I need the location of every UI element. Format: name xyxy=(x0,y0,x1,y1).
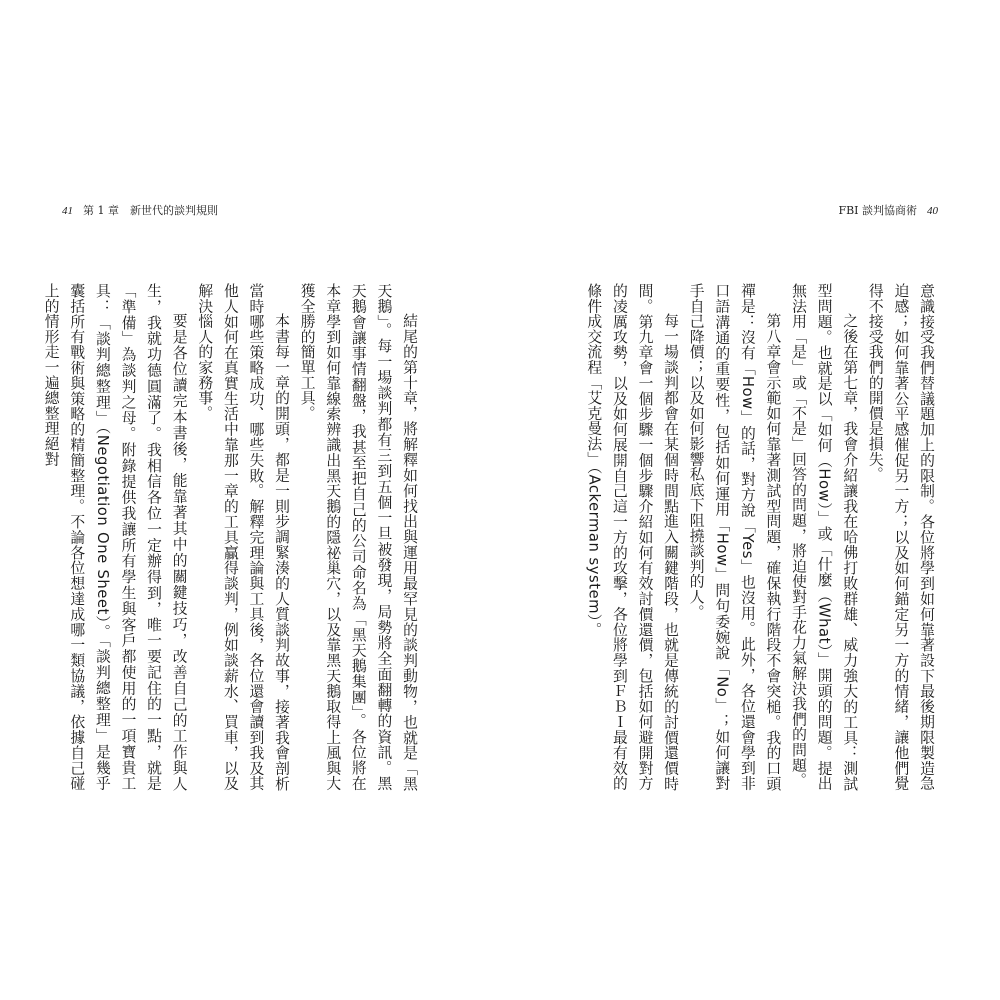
right-paragraph-3: 第八章會示範如何靠著測試型問題，確保執行階段不會突槌。我的口頭禪是：沒有「How」的話，對方說「Yes」也沒用。此外，各位還會學到非口語溝通的重要性，包括如何運用「How」問句委婉說「No」；如何讓對手自己降價；以及如何影響私底下阻撓談判的人。 xyxy=(687,283,782,791)
right-page-body xyxy=(587,283,939,791)
right-paragraph-2: 之後在第七章，我會介紹讓我在哈佛打敗群雄、威力強大的工具：測試型問題。也就是以「如何（How）」或「什麼（What）」開頭的問題。提出無法用「是」或「不是」回答的問題，將迫使對手花力氣解決我們的問題。 xyxy=(790,283,859,791)
right-page-number: 40 xyxy=(927,205,938,217)
right-paragraph-1: 意識接受我們替議題加上的限制。各位將學到如何靠著設下最後期限製造急迫感；如何靠著公平感催促另一方；以及如何錨定另一方的情緒，讓他們覺得不接受我們的開價是損失。 xyxy=(866,283,935,791)
left-page-number: 41 xyxy=(62,205,73,217)
right-book-title: FBI 談判協商術 xyxy=(838,204,917,217)
page-gutter xyxy=(499,0,500,1000)
left-chapter-title: 第 1 章 新世代的談判規則 xyxy=(83,204,218,217)
right-paragraph-4: 每一場談判都會在某個時間點進入關鍵階段，也就是傳統的討價還價時間。第九章會一個步驟一個步驟介紹如何有效討價還價，包括如何避開對方的凌厲攻勢，以及如何展開自己這一方的攻擊，各位將學到ＦＢＩ最有效的條件成交流程「艾克曼法」（Ackerman system）。 xyxy=(585,283,680,791)
left-paragraph-2: 本書每一章的開頭，都是一則步調緊湊的人質談判故事，接著我會剖析當時哪些策略成功、哪些失敗。解釋完理論與工具後，各位還會讀到我及其他人如何在真實生活中靠那一章的工具贏得談判，例如談薪水、買車，以及解決惱人的家務事。 xyxy=(196,283,291,791)
right-page-header xyxy=(838,204,938,218)
left-page-header xyxy=(62,204,218,218)
left-paragraph-1: 結尾的第十章，將解釋如何找出與運用最罕見的談判動物，也就是「黑天鵝」。每一場談判都有三到五個一旦被發現，局勢將全面翻轉的資訊。黑天鵝會讓事情翻盤，我甚至把自己的公司命名為「黑天鵝集團」。各位將在本章學到如何靠線索辨識出黑天鵝的隱祕巢穴，以及靠黑天鵝取得上風與大獲全勝的簡單工具。 xyxy=(298,283,418,791)
left-paragraph-3: 要是各位讀完本書後，能靠著其中的關鍵技巧，改善自己的工作與人生，我就功德圓滿了。我相信各位一定辦得到，唯一要記住的一點，就是「準備」為談判之母。附錄提供我讓所有學生與客戶都使用的一項寶貴工具：「談判總整理」（Negotiation One Sheet）。「談判總整理」是幾乎囊括所有戰術與策略的精簡整理。不論各位想達成哪一類協議，依據自己碰上的情形走一遍總整理絕對 xyxy=(42,283,188,791)
left-page-body xyxy=(42,283,422,791)
